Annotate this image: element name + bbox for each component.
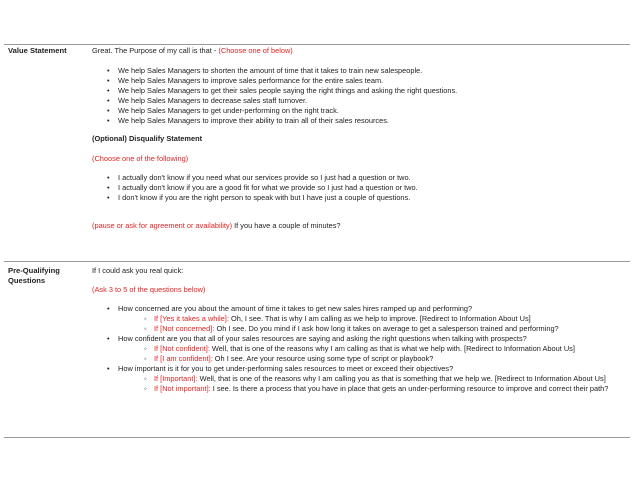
answer-text: Well, that is one of the reasons why I am calling as that is what we help with. [Redirect to Information About Us]	[209, 344, 575, 353]
pause-note: (pause or ask for agreement or availability)	[92, 221, 233, 230]
list-item: • We help Sales Managers to get under-performing on the right track.	[92, 106, 628, 116]
bottom-divider	[4, 437, 630, 438]
pause-line	[92, 221, 628, 231]
answer-list	[118, 374, 628, 394]
list-item: • I actually don't know if you are a good fit for what we provide so I just had a question or two.	[92, 183, 628, 193]
answer-list	[118, 344, 628, 364]
answer-condition: If [Not important]:	[154, 384, 211, 393]
disqualify-bullet-list	[92, 173, 628, 203]
answer-text: Oh I see. Do you mind if I ask how long it takes on average to get a salesperson trained and performing?	[214, 324, 559, 333]
answer-text: Well, that is one of the reasons why I am calling you as that is something that we help we. [Redirect to Information About Us]	[197, 374, 606, 383]
prequal-intro: If I could ask you real quick:	[92, 266, 184, 275]
question-text: How important is it for you to get under-performing sales resources to meet or exceed their objectives?	[118, 364, 454, 373]
disqualify-heading: (Optional) Disqualify Statement	[92, 134, 203, 143]
answer-item	[118, 314, 628, 324]
answer-condition: If [I am confident]:	[154, 354, 213, 363]
disqualify-note: (Choose one of the following)	[92, 154, 189, 163]
question-item	[92, 334, 628, 364]
list-item: • I actually don't know if you need what our services provide so I just had a question or two.	[92, 173, 628, 183]
answer-text: Oh, I see. That is why I am calling as we help to improve. [Redirect to Information About Us]	[228, 314, 531, 323]
question-list	[92, 304, 628, 394]
middle-divider	[4, 261, 630, 262]
question-text: How concerned are you about the amount of time it takes to get new sales hires ramped up and performing?	[118, 304, 473, 313]
list-item: • I don't know if you are the right person to speak with but I have just a couple of questions.	[92, 193, 628, 203]
answer-list	[118, 314, 628, 334]
answer-item	[118, 374, 628, 384]
answer-text: I see. Is there a process that you have in place that gets an under-performing resource to improve and correct their path?	[210, 384, 609, 393]
prequal-content	[92, 266, 628, 394]
value-bullet-list	[92, 66, 628, 126]
list-item: • We help Sales Managers to improve their ability to train all of their sales resources.	[92, 116, 628, 126]
list-item: • We help Sales Managers to get their sales people saying the right things and asking the right questions.	[92, 86, 628, 96]
list-item: • We help Sales Managers to shorten the amount of time that it takes to train new salespeople.	[92, 66, 628, 76]
value-intro-text: Great. The Purpose of my call is that -	[92, 46, 219, 55]
answer-condition: If [Not concerned]:	[154, 324, 215, 333]
value-intro	[92, 46, 628, 56]
prequal-note: (Ask 3 to 5 of the questions below)	[92, 285, 206, 294]
answer-item	[118, 324, 628, 334]
answer-item	[118, 344, 628, 354]
answer-condition: If [Yes it takes a while]:	[154, 314, 229, 323]
list-item: • We help Sales Managers to improve sales performance for the entire sales team.	[92, 76, 628, 86]
answer-item	[118, 384, 628, 394]
question-item	[92, 304, 628, 334]
top-divider	[4, 44, 630, 45]
value-intro-note: (Choose one of below)	[218, 46, 293, 55]
value-statement-content	[92, 46, 628, 231]
pause-text: If you have a couple of minutes?	[232, 221, 341, 230]
answer-item	[118, 354, 628, 364]
prequal-label: Pre-Qualifying Questions	[8, 266, 60, 285]
question-text: How confident are you that all of your sales resources are saying and asking the right questions when talking with prospects?	[118, 334, 527, 343]
answer-condition: If [Important]:	[154, 374, 198, 383]
question-item	[92, 364, 628, 394]
answer-text: Oh I see. Are your resource using some type of script or playbook?	[212, 354, 434, 363]
list-item: • We help Sales Managers to decrease sales staff turnover.	[92, 96, 628, 106]
value-statement-label: Value Statement	[8, 46, 67, 55]
answer-condition: If [Not confident]:	[154, 344, 210, 353]
